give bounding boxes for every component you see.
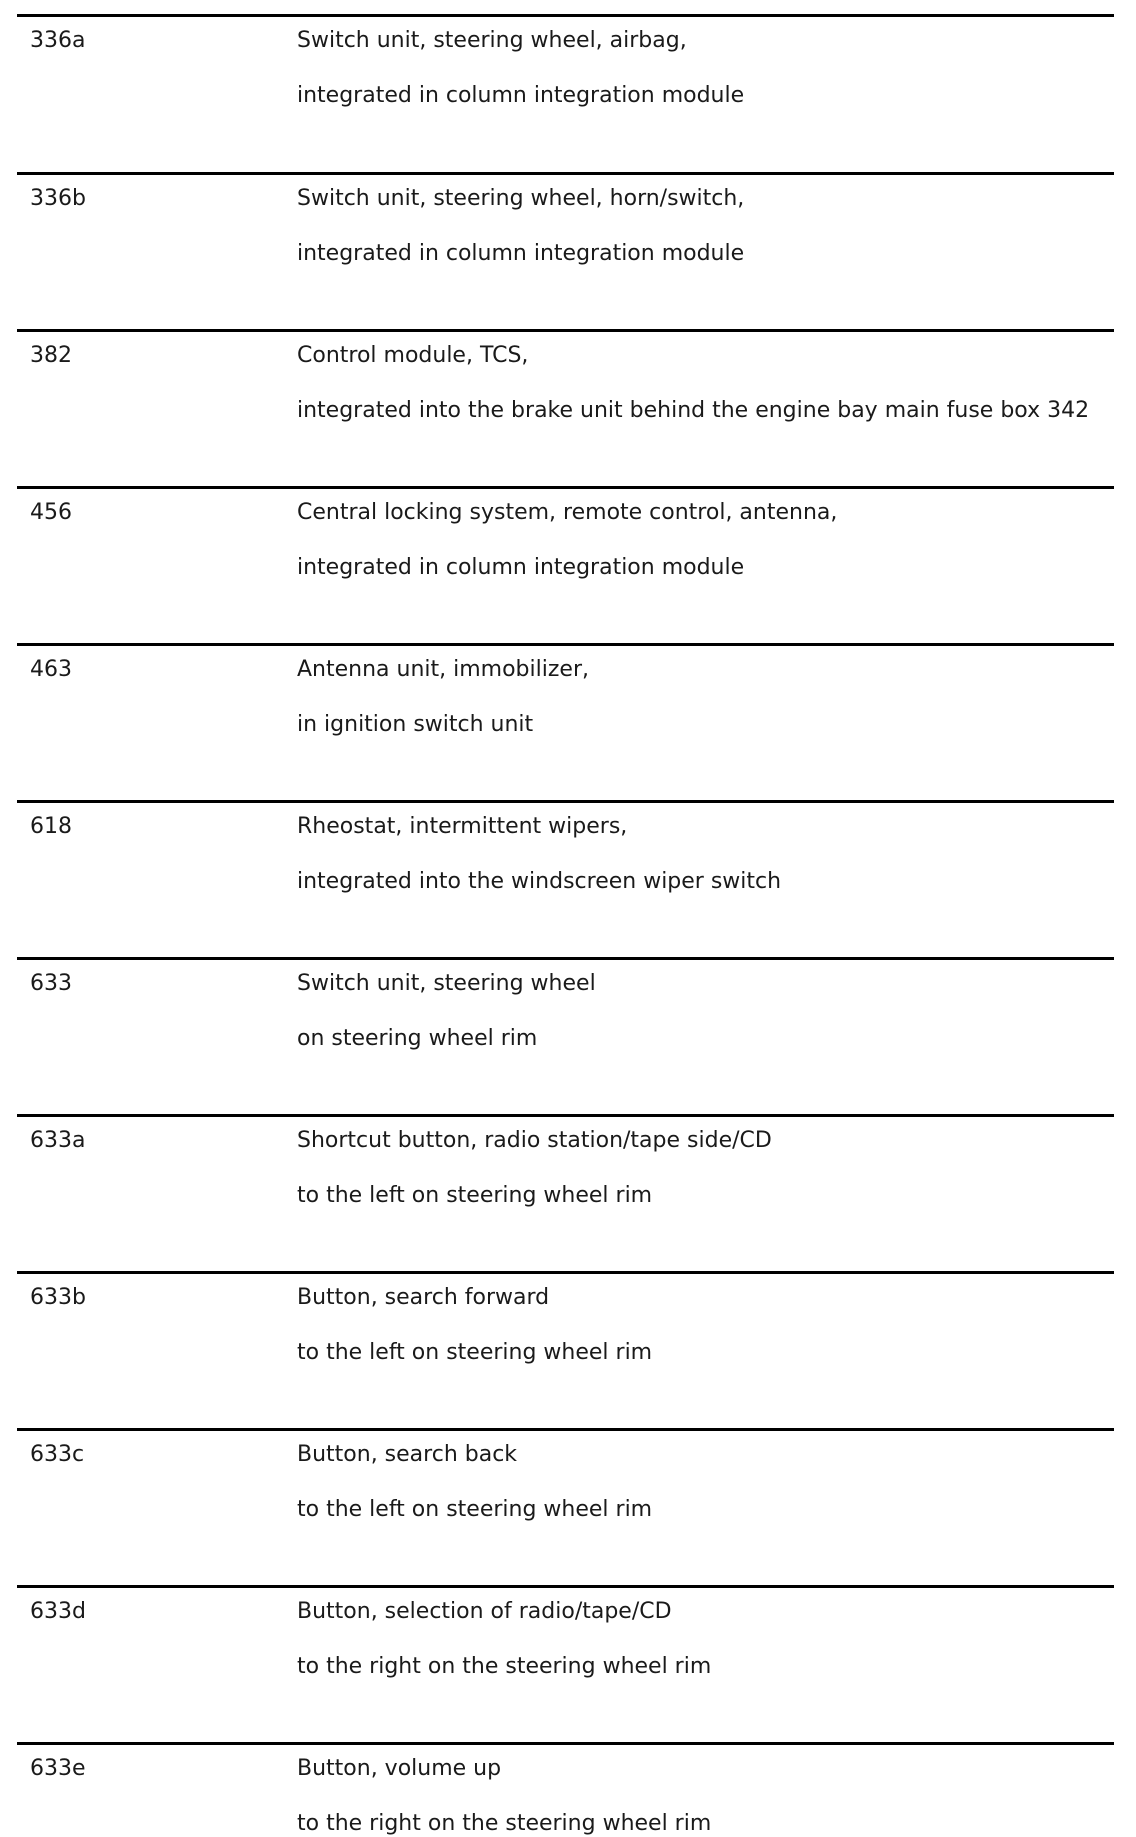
component-name: Rheostat, intermittent wipers, bbox=[297, 814, 628, 839]
component-location: to the left on steering wheel rim bbox=[297, 1497, 653, 1522]
component-name: Switch unit, steering wheel, airbag, bbox=[297, 28, 687, 53]
component-code: 633d bbox=[30, 1599, 86, 1624]
component-name: Shortcut button, radio station/tape side/CD bbox=[297, 1128, 772, 1153]
component-location: integrated into the windscreen wiper switch bbox=[297, 869, 782, 894]
component-code: 336a bbox=[30, 28, 86, 53]
component-location: to the left on steering wheel rim bbox=[297, 1183, 653, 1208]
component-code: 633e bbox=[30, 1756, 86, 1781]
component-name: Switch unit, steering wheel, horn/switch, bbox=[297, 186, 745, 211]
component-name: Button, search back bbox=[297, 1442, 518, 1467]
component-name: Central locking system, remote control, antenna, bbox=[297, 500, 838, 525]
table-row bbox=[17, 643, 1114, 801]
component-location: integrated in column integration module bbox=[297, 555, 745, 580]
component-location: to the right on the steering wheel rim bbox=[297, 1654, 712, 1679]
component-location: integrated into the brake unit behind the engine bay main fuse box 342 bbox=[297, 398, 1090, 423]
component-code: 382 bbox=[30, 343, 72, 368]
component-code: 336b bbox=[30, 186, 86, 211]
component-code: 633b bbox=[30, 1285, 86, 1310]
component-location: to the right on the steering wheel rim bbox=[297, 1811, 712, 1836]
component-code: 618 bbox=[30, 814, 72, 839]
table-row bbox=[17, 800, 1114, 958]
table-row bbox=[17, 1742, 1114, 1836]
table-row bbox=[17, 329, 1114, 487]
table-row bbox=[17, 486, 1114, 644]
component-name: Button, search forward bbox=[297, 1285, 550, 1310]
component-location: on steering wheel rim bbox=[297, 1026, 538, 1051]
component-code: 633a bbox=[30, 1128, 86, 1153]
table-row bbox=[17, 14, 1114, 172]
table-row bbox=[17, 172, 1114, 330]
component-code: 633 bbox=[30, 971, 72, 996]
component-code: 633c bbox=[30, 1442, 85, 1467]
component-name: Antenna unit, immobilizer, bbox=[297, 657, 589, 682]
component-name: Switch unit, steering wheel bbox=[297, 971, 596, 996]
component-location: integrated in column integration module bbox=[297, 241, 745, 266]
table-row bbox=[17, 1271, 1114, 1429]
component-name: Button, selection of radio/tape/CD bbox=[297, 1599, 672, 1624]
table-row bbox=[17, 1114, 1114, 1272]
table-row bbox=[17, 957, 1114, 1115]
component-location: to the left on steering wheel rim bbox=[297, 1340, 653, 1365]
table-row bbox=[17, 1428, 1114, 1586]
component-location: in ignition switch unit bbox=[297, 712, 534, 737]
component-name: Control module, TCS, bbox=[297, 343, 529, 368]
component-code: 463 bbox=[30, 657, 72, 682]
table-row bbox=[17, 1585, 1114, 1743]
component-name: Button, volume up bbox=[297, 1756, 502, 1781]
component-code: 456 bbox=[30, 500, 72, 525]
component-location: integrated in column integration module bbox=[297, 83, 745, 108]
